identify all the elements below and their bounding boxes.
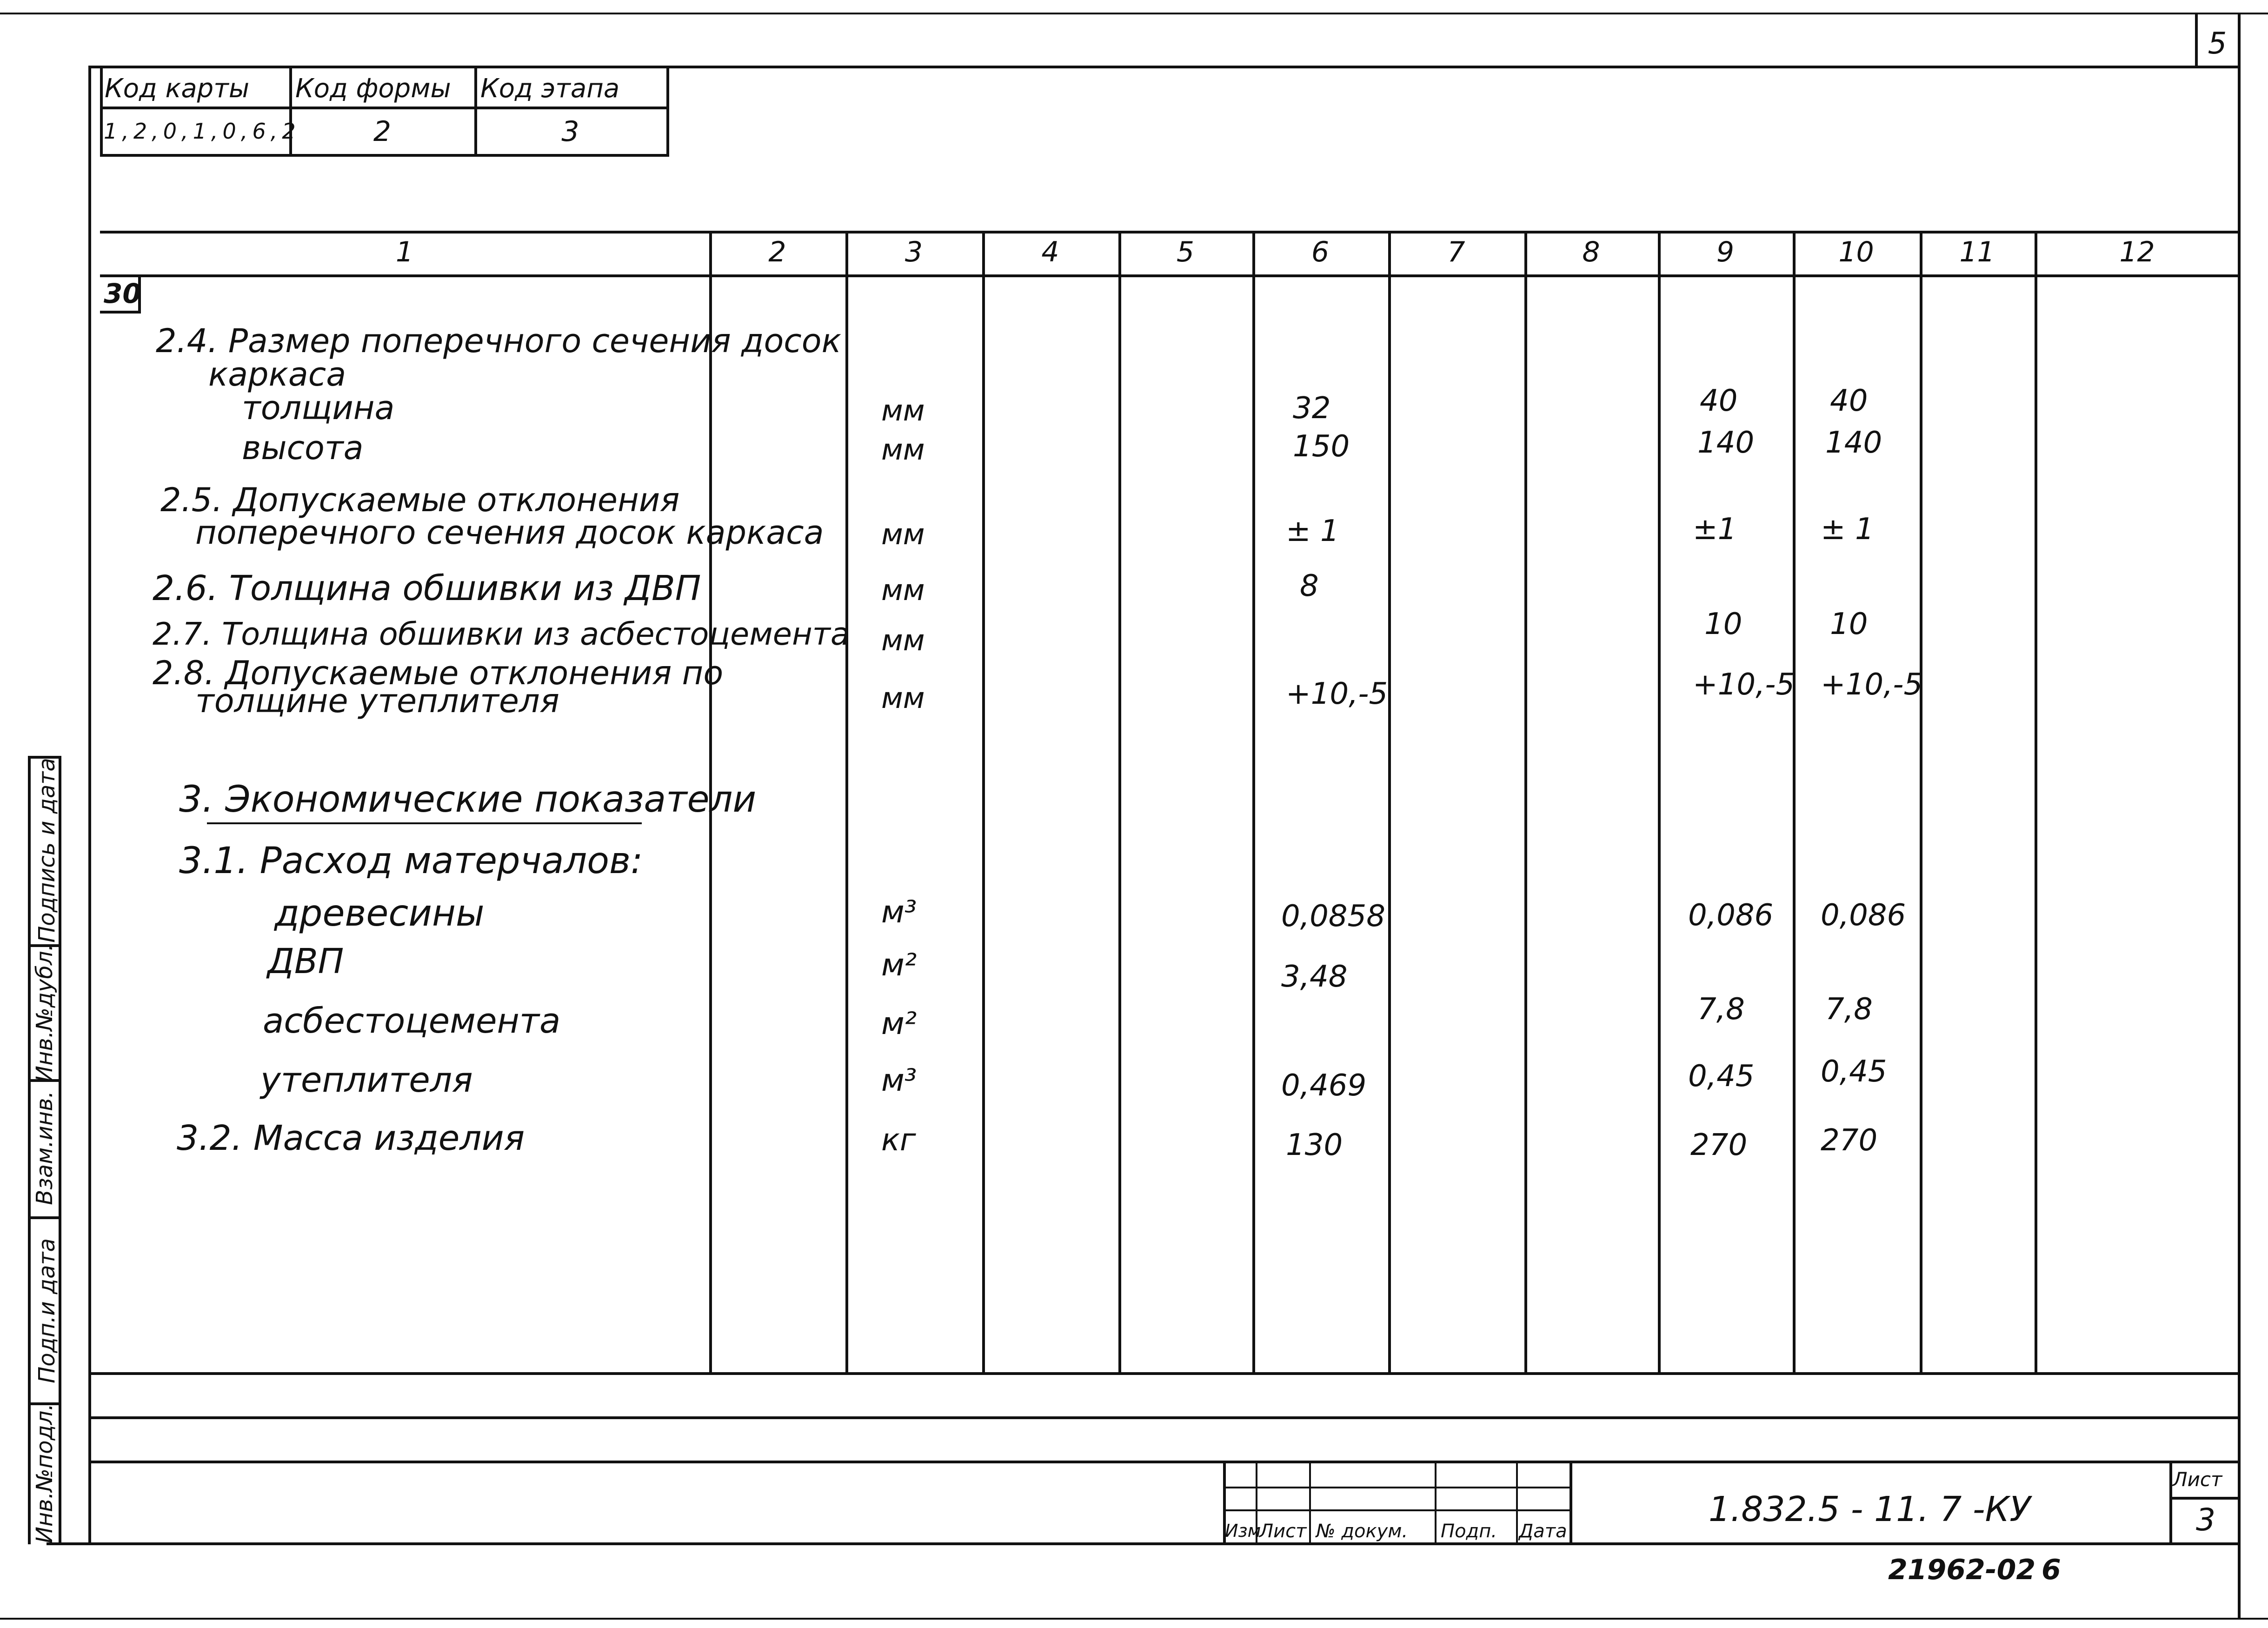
row-thickness-col9: 40 [1700,384,1738,418]
row-2-4-title: 2.4. Размер поперечного сечения досок [156,322,841,360]
sheet-corner-number: 5 [2208,27,2227,61]
row-insulation-unit: м³ [881,1062,917,1098]
row-wood-label: древесины [274,893,485,934]
row-2-7-col10: 10 [1830,607,1868,641]
header-code-table [100,66,670,156]
row-asbestos-cement-label: асбестоцемента [263,1001,561,1041]
column-number: 6 [1311,236,1330,268]
col-divider [1793,231,1796,1374]
row-2-5-col9: ±1 [1693,512,1737,547]
row-wood-col6: 0,0858 [1281,899,1385,934]
row-asbestos-cement-unit: м² [881,1006,917,1041]
section-number: 30 [104,278,141,309]
row-2-4-title-cont: каркаса [208,355,346,394]
title-sheet-label: Лист [2173,1468,2222,1491]
document-designation: 1.832.5 - 11. 7 -КУ [1708,1489,2031,1529]
section-number-box [100,274,141,313]
row-thickness-unit: мм [881,394,925,427]
row-height-col9: 140 [1697,426,1755,460]
header-value-card-code: 1,2,0,1,0,6,2 [104,119,300,144]
row-fibreboard-label: ДВП [267,941,344,981]
column-number: 5 [1176,236,1195,268]
section-3-heading: 3. Экономические показатели [179,779,757,821]
row-insulation-col6: 0,469 [1281,1068,1367,1103]
header-value-form-code: 2 [373,115,392,148]
row-mass-col9: 270 [1690,1128,1748,1162]
row-2-8-col10: +10,-5 [1821,667,1923,702]
row-2-5-col10: ± 1 [1821,512,1874,547]
row-3-1-title: 3.1. Расход матерчалов: [179,840,643,882]
row-2-6-unit: мм [881,573,925,607]
side-stamp [28,756,88,1544]
header-label-stage-code: Код этапа [480,73,620,104]
column-number: 12 [2119,236,2155,268]
table-bottom-line [88,1372,2240,1375]
table-top-line [100,231,2240,234]
row-2-8-unit: мм [881,681,925,715]
col-divider [845,231,848,1374]
row-2-7-col9: 10 [1704,607,1743,641]
header-label-card-code: Код карты [105,73,250,104]
row-2-7-unit: мм [881,623,925,657]
col-divider [1524,231,1527,1374]
column-number: 8 [1582,236,1600,268]
row-wood-unit: м³ [881,894,917,930]
col-divider [2035,231,2037,1374]
inner-frame-left [88,66,91,1545]
col-divider [982,231,985,1374]
column-number: 1 [395,236,414,268]
column-number: 11 [1959,236,1995,268]
row-asbestos-cement-col9: 7,8 [1697,992,1745,1027]
row-wood-col10: 0,086 [1821,898,1906,933]
row-fibreboard-unit: м² [881,947,917,983]
side-stamp-label: Взам.инв. [32,1091,58,1205]
row-insulation-label: утеплителя [260,1060,473,1100]
row-height-col6: 150 [1293,429,1350,464]
col-divider [1118,231,1121,1374]
col-divider [1920,231,1922,1374]
column-number: 4 [1041,236,1059,268]
row-2-6-col6: 8 [1300,569,1319,603]
side-stamp-label: Подп.и дата [34,1238,60,1383]
column-number: 3 [905,236,923,268]
section-3-underline [207,822,642,824]
side-stamp-label: Инв.№подл. [32,1403,58,1543]
column-number: 9 [1716,236,1735,268]
row-mass-col6: 130 [1286,1128,1343,1162]
col-divider [1658,231,1661,1374]
row-height-col10: 140 [1825,426,1882,460]
frame-top-line [0,13,2268,14]
row-2-8-title: 2.8. Допускаемые отклонения по [153,654,724,692]
row-insulation-col9: 0,45 [1688,1059,1755,1094]
row-3-2-title: 3.2. Масса изделия [177,1118,525,1158]
header-value-stage-code: 3 [561,115,579,148]
row-2-8-col9: +10,-5 [1693,667,1795,702]
row-fibreboard-col6: 3,48 [1281,960,1348,994]
title-label-signature: Подп. [1441,1521,1497,1542]
col-divider [1388,231,1391,1374]
row-thickness-col10: 40 [1830,384,1868,418]
row-2-8-title-cont: толщине утеплителя [195,682,559,720]
table-header-bottom-line [100,274,2240,277]
footer-format: 6 [2042,1554,2061,1586]
row-mass-col10: 270 [1821,1123,1878,1158]
row-asbestos-cement-col10: 7,8 [1825,992,1873,1027]
title-label-doc-number: № докум. [1316,1521,1408,1542]
row-thickness-label: толщина [242,389,395,427]
row-wood-col9: 0,086 [1688,898,1774,933]
side-stamp-label: Подпись и дата [34,758,60,943]
title-label-date: Дата [1519,1521,1567,1542]
row-2-5-col6: ± 1 [1286,514,1339,548]
footer-archive-code: 21962-02 [1888,1554,2036,1586]
side-stamp-label: Инв.№дубл. [32,944,58,1082]
row-2-5-title: 2.5. Допускаемые отклонения [160,481,680,519]
column-number: 2 [768,236,786,268]
row-2-6-title: 2.6. Толщина обшивки из ДВП [153,568,701,608]
row-2-5-title-cont: поперечного сечения досок каркаса [195,514,824,552]
title-label-sheet: Лист [1259,1521,1307,1542]
row-insulation-col10: 0,45 [1821,1054,1887,1089]
frame-bottom-line [0,1618,2268,1620]
title-block [1223,1461,2240,1544]
row-2-7-title: 2.7. Толщина обшивки из асбестоцемента [153,616,850,652]
row-height-label: высота [242,429,364,467]
row-2-8-col6: +10,-5 [1286,677,1388,711]
table-band-line [88,1416,2240,1419]
row-thickness-col6: 32 [1293,391,1331,426]
column-number: 10 [1838,236,1874,268]
title-label-change: Изм [1225,1521,1261,1541]
col-divider [1252,231,1255,1374]
row-mass-unit: кг [881,1122,916,1158]
row-2-5-unit: мм [881,517,925,551]
row-height-unit: мм [881,433,925,467]
header-label-form-code: Код формы [295,73,451,104]
column-number: 7 [1447,236,1465,268]
title-sheet-number: 3 [2196,1502,2215,1538]
